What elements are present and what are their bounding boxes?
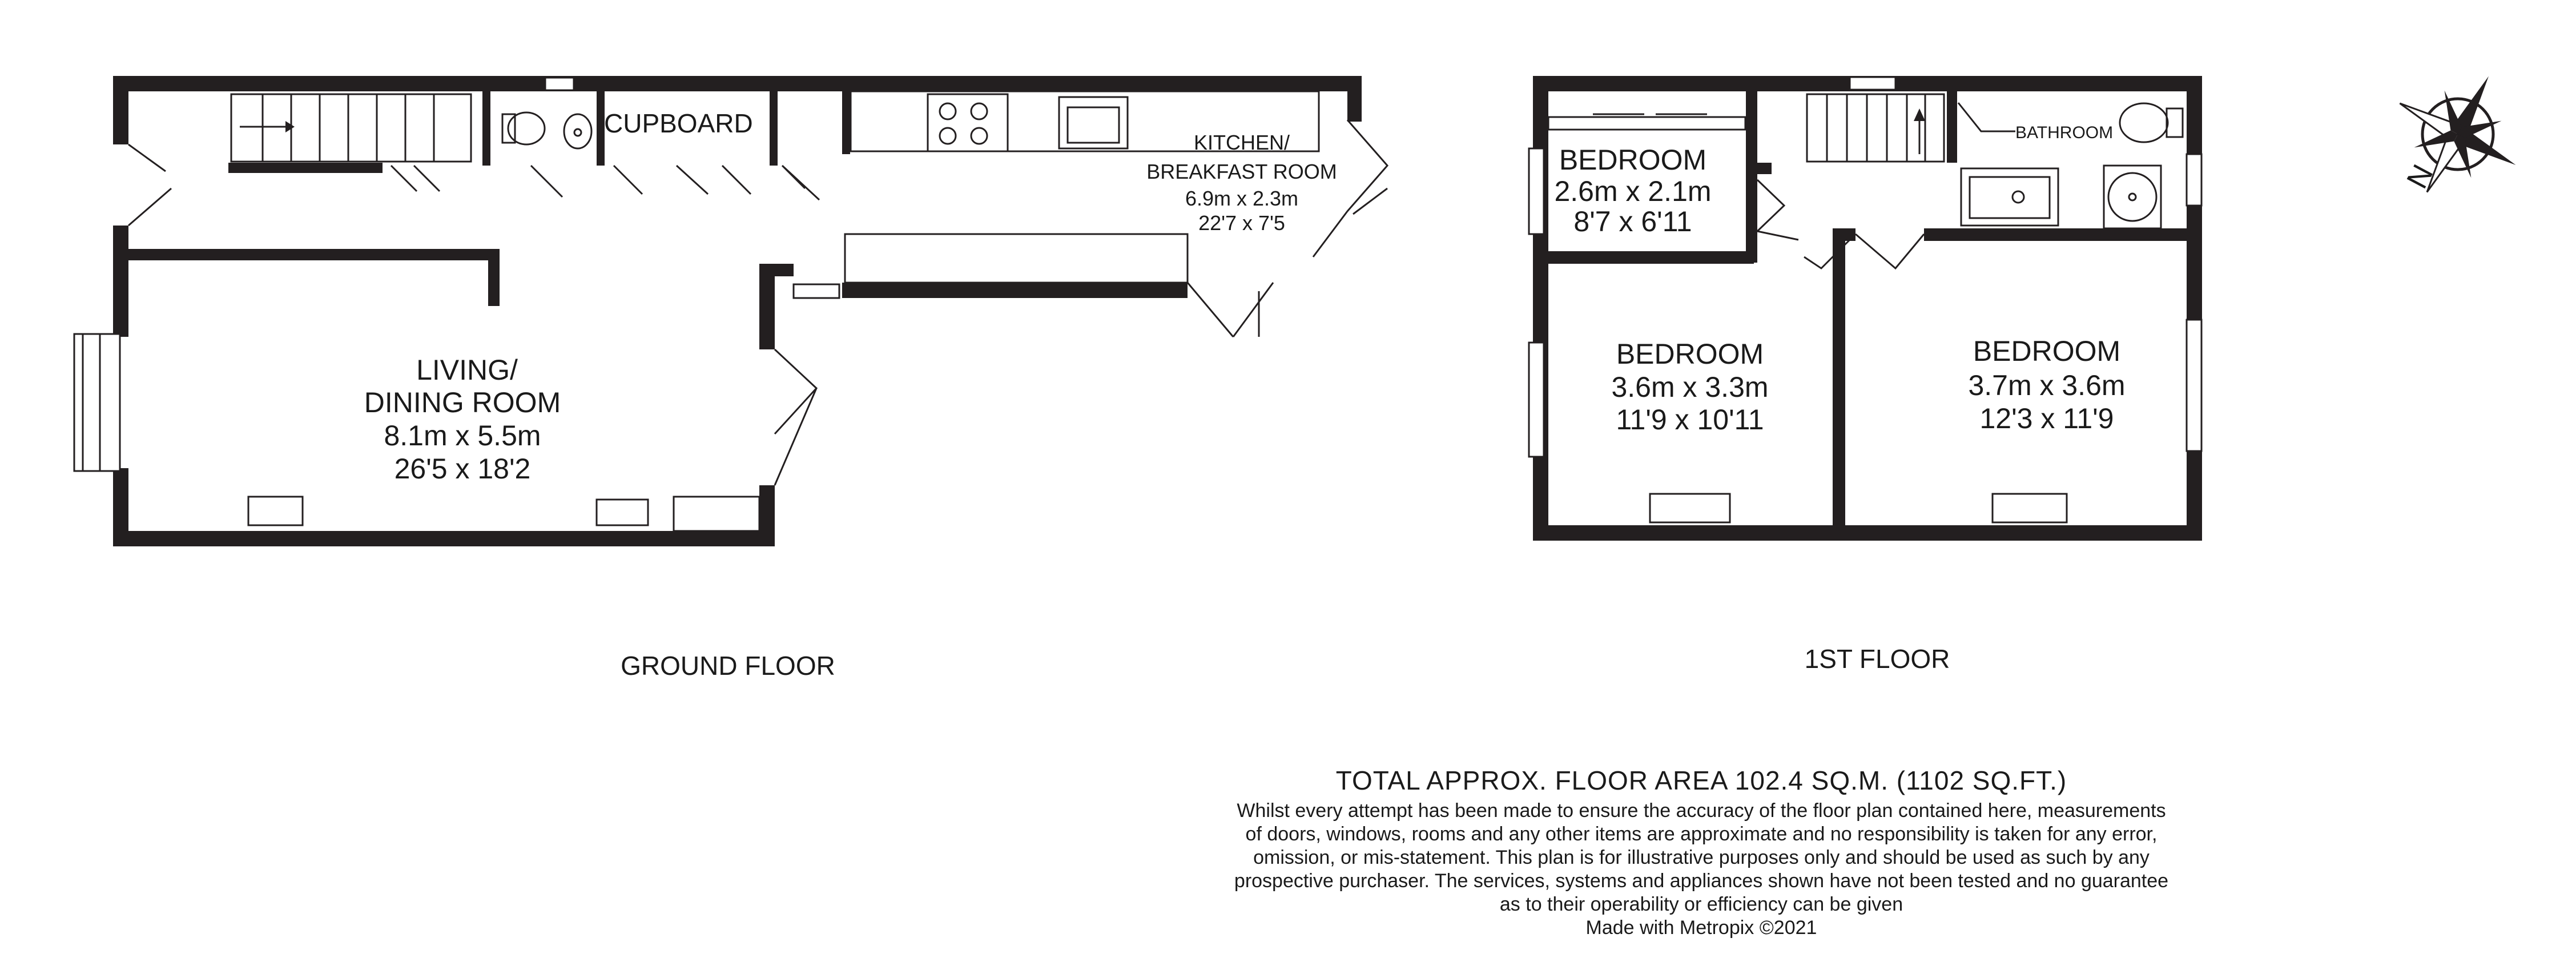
kitchen-name: KITCHEN/ <box>1193 131 1290 154</box>
first-floor-plan <box>1529 76 2202 674</box>
compass-north-label: N <box>2400 159 2440 194</box>
total-floor-area: TOTAL APPROX. FLOOR AREA 102.4 SQ.M. (1102 SQ.FT.) <box>1335 766 2067 795</box>
toilet-icon <box>502 112 545 144</box>
hob-icon <box>928 94 1008 151</box>
kitchen-name-2: BREAKFAST ROOM <box>1146 160 1337 183</box>
disclaimer-line: omission, or mis-statement. This plan is for illustrative purposes only and should be used as such by any <box>1253 847 2150 868</box>
disclaimer-line: Whilst every attempt has been made to ensure the accuracy of the floor plan contained here, measurements <box>1237 800 2166 822</box>
basin-icon <box>564 114 591 148</box>
living-room-metric: 8.1m x 5.5m <box>384 420 541 452</box>
disclaimer-line: prospective purchaser. The services, systems and appliances shown have not been tested and no guarantee <box>1234 870 2169 892</box>
compass-icon <box>2396 73 2519 196</box>
basin-icon <box>2104 166 2161 228</box>
sink-icon <box>1059 97 1128 148</box>
made-with-credit: Made with Metropix ©2021 <box>1585 917 1817 939</box>
bedroom-mid-metric: 3.6m x 3.3m <box>1611 371 1769 403</box>
bedroom-right-imperial: 12'3 x 11'9 <box>1979 402 2114 434</box>
first-floor-label: 1ST FLOOR <box>1804 644 1950 674</box>
toilet-icon <box>2120 103 2183 142</box>
bathroom-label: BATHROOM <box>2015 123 2114 142</box>
kitchen-imperial: 22'7 x 7'5 <box>1198 211 1285 235</box>
ground-floor-plan <box>74 76 1387 681</box>
bedroom-small-metric: 2.6m x 2.1m <box>1554 175 1712 207</box>
disclaimer-line: of doors, windows, rooms and any other items are approximate and no responsibility is taken for any error, <box>1245 823 2158 845</box>
stairs-icon <box>1807 94 1944 162</box>
bedroom-mid-imperial: 11'9 x 10'11 <box>1616 404 1764 436</box>
disclaimer-line: as to their operability or efficiency can be given <box>1499 893 1903 915</box>
ground-floor-label: GROUND FLOOR <box>621 651 835 681</box>
kitchen-metric: 6.9m x 2.3m <box>1185 187 1299 210</box>
cupboard-label: CUPBOARD <box>604 108 753 138</box>
bedroom-right-name: BEDROOM <box>1973 335 2121 367</box>
bedroom-right-metric: 3.7m x 3.6m <box>1968 369 2126 401</box>
bedroom-mid-name: BEDROOM <box>1616 338 1764 370</box>
living-room-imperial: 26'5 x 18'2 <box>394 453 531 485</box>
plan-footer <box>1096 765 2307 940</box>
living-room-name: LIVING/ <box>416 354 518 386</box>
bedroom-small-name: BEDROOM <box>1559 144 1707 176</box>
shower-icon <box>1961 168 2058 226</box>
stairs-icon <box>231 94 471 162</box>
living-room-name-2: DINING ROOM <box>364 387 561 418</box>
bedroom-small-imperial: 8'7 x 6'11 <box>1573 206 1692 238</box>
